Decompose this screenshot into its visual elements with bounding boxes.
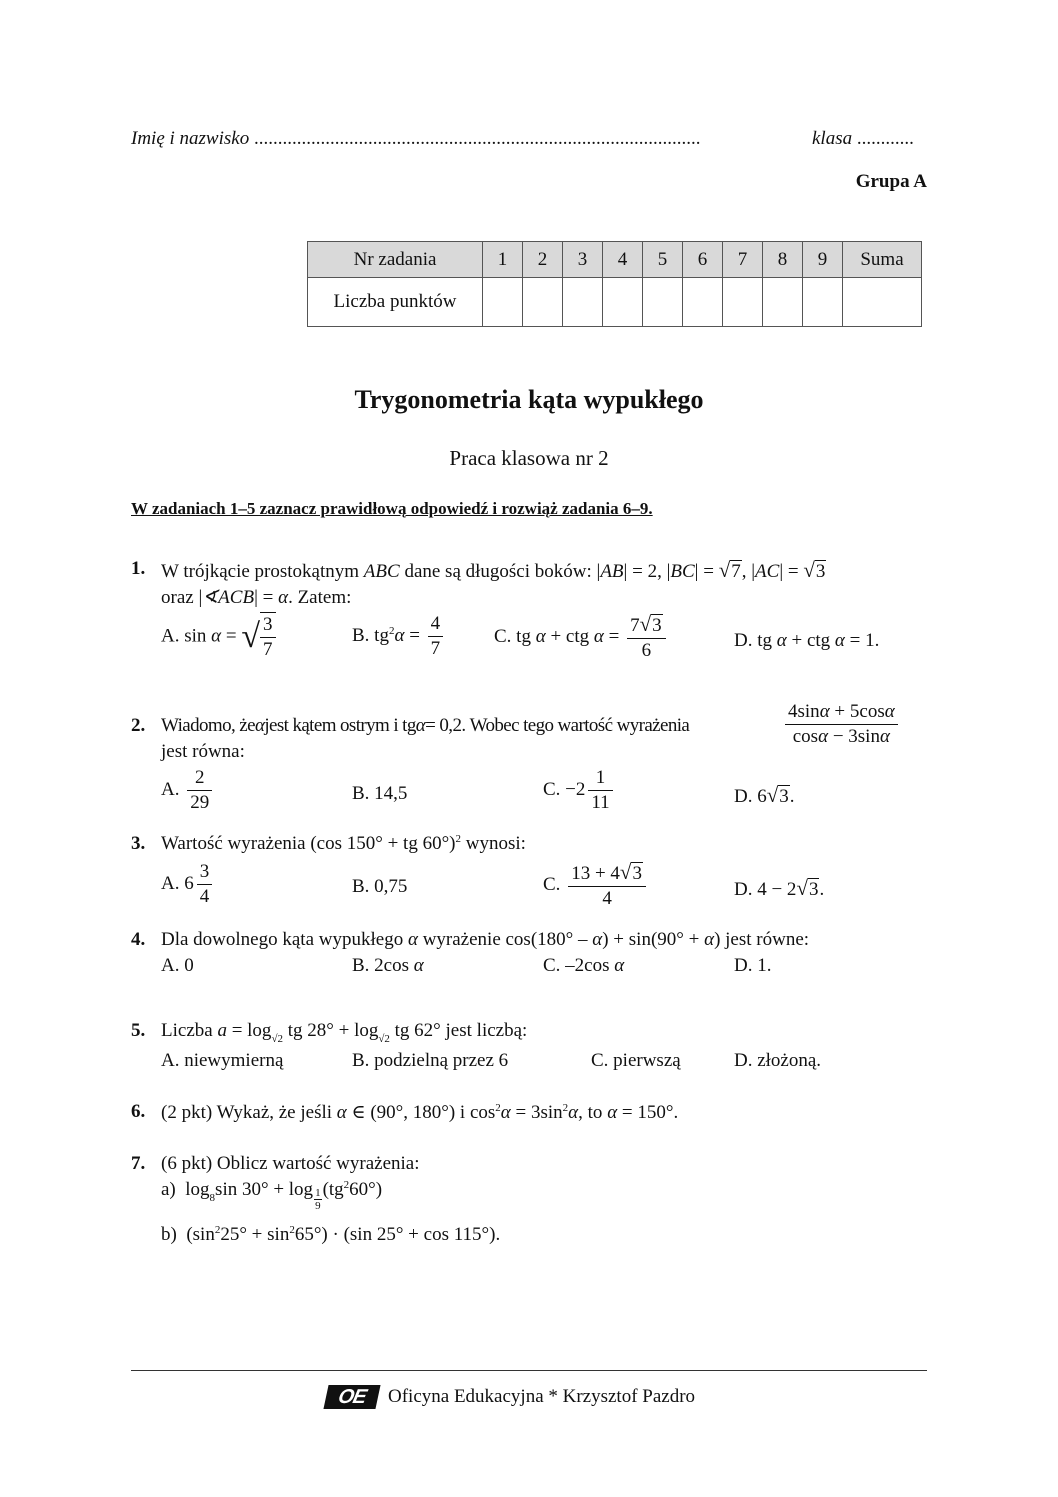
footer-divider: [131, 1370, 927, 1371]
q6-text: = 3sin: [515, 1102, 563, 1123]
q2-expr-frac: [785, 700, 898, 749]
q7-a-base1: 8: [209, 1192, 216, 1204]
q2-den-a: cos: [792, 726, 819, 747]
q1-triangle: ABC: [363, 561, 400, 582]
q2-option-d[interactable]: [734, 783, 795, 808]
q6-line1: [161, 1101, 678, 1124]
q5-number: 5.: [131, 1020, 146, 1041]
alpha-symbol: α: [818, 726, 829, 747]
q4-option-c[interactable]: [543, 955, 624, 977]
q3-sup: 2: [455, 833, 462, 845]
q1-text: | = 2, |: [623, 561, 671, 582]
alpha-symbol: α: [592, 929, 603, 950]
alpha-symbol: α: [394, 624, 405, 646]
q4-number: 4.: [131, 929, 146, 950]
q2-a-label: A.: [161, 778, 180, 800]
q2-den-b: − 3sin: [832, 726, 880, 747]
q1-d-label: D. tg: [734, 630, 772, 651]
q1-a-frac: [260, 612, 276, 662]
q5-option-a[interactable]: A. niewymierną: [161, 1050, 284, 1071]
q2-expr-num: [785, 700, 898, 725]
score-table-col: 2: [523, 242, 563, 278]
q7-b-label: b): [161, 1224, 177, 1245]
q3-c-den: 4: [602, 888, 612, 909]
score-table-col: 4: [603, 242, 643, 278]
class-field-line: [812, 128, 914, 150]
sqrt-symbol: √: [241, 618, 261, 655]
q5-text: Liczba: [161, 1020, 213, 1041]
alpha-symbol: α: [568, 1102, 579, 1123]
q1-d-mid: + ctg: [791, 630, 831, 651]
q1-c-frac: [627, 612, 666, 663]
q7-part-a: [161, 1179, 382, 1212]
q3-c-num-a: 13 + 4: [571, 863, 620, 884]
q2-a-den: 29: [190, 792, 210, 813]
q1-a-label: A. sin: [161, 625, 207, 647]
score-table-col: 8: [763, 242, 803, 278]
q4-line1: [161, 929, 809, 951]
q5-option-b[interactable]: B. podzielną przez 6: [352, 1050, 509, 1071]
q6-text: , to: [578, 1102, 603, 1123]
q2-number: 2.: [131, 715, 146, 736]
alpha-symbol: α: [500, 1102, 511, 1123]
q3-a-label: A. 6: [161, 872, 194, 894]
score-cell[interactable]: [723, 278, 763, 327]
score-cell[interactable]: [523, 278, 563, 327]
score-table-col: 6: [683, 242, 723, 278]
score-table-points-row: [308, 278, 922, 327]
q3-a-den: 4: [199, 886, 210, 907]
q6-sup: 2: [495, 1102, 501, 1114]
q1-c-mid: + ctg: [550, 625, 590, 647]
q7-a-sup: 2: [343, 1179, 350, 1191]
q3-text: wynosi:: [465, 833, 526, 854]
q7-number: 7.: [131, 1153, 146, 1174]
q5-line1: [161, 1020, 527, 1045]
score-table-col: 5: [643, 242, 683, 278]
q5-text: tg 28° + log: [287, 1020, 379, 1041]
q4-option-d[interactable]: D. 1.: [734, 955, 772, 976]
score-cell[interactable]: [603, 278, 643, 327]
q3-option-a[interactable]: [161, 860, 215, 909]
q1-text: , |: [741, 561, 756, 582]
q4-option-a[interactable]: A. 0: [161, 955, 194, 976]
alpha-symbol: α: [415, 715, 426, 736]
score-table-header-row: [308, 242, 922, 278]
q1-option-d[interactable]: [734, 630, 879, 652]
q1-c-den: 6: [641, 640, 652, 661]
score-table-col: 3: [563, 242, 603, 278]
q2-text: jest kątem ostrym i tg: [264, 715, 416, 736]
q4-c-label: C. –2cos: [543, 955, 610, 976]
q7-b-sup: 2: [214, 1224, 221, 1236]
q7-a-base2-num: 1: [315, 1187, 321, 1199]
score-cell[interactable]: [563, 278, 603, 327]
class-label: klasa: [812, 128, 853, 149]
q3-a-num: 3: [197, 860, 213, 885]
publisher-logo: OE: [323, 1385, 380, 1409]
score-cell[interactable]: [763, 278, 803, 327]
q1-text: | =: [779, 561, 799, 582]
page-subtitle: Praca klasowa nr 2: [449, 446, 609, 470]
q3-line1: [161, 833, 526, 855]
score-cell[interactable]: [683, 278, 723, 327]
alpha-symbol: α: [607, 1102, 618, 1123]
alpha-symbol: α: [413, 955, 424, 976]
q7-a-label: a): [161, 1179, 176, 1200]
q2-option-b[interactable]: B. 14,5: [352, 783, 408, 804]
q2-a-frac: [187, 766, 212, 815]
score-cell[interactable]: [803, 278, 843, 327]
q3-d-label: D. 4 − 2: [734, 879, 797, 900]
q1-b-label: B. tg: [352, 624, 389, 646]
q7-a-end: (tg: [322, 1179, 344, 1200]
q1-c-label: C. tg: [494, 625, 531, 647]
q5-text: = log: [231, 1020, 272, 1041]
q1-option-a[interactable]: [161, 612, 279, 662]
q1-b-eq: =: [409, 624, 420, 646]
q1-text: W trójkącie prostokątnym: [161, 561, 360, 582]
score-cell[interactable]: [643, 278, 683, 327]
score-table-col: 1: [483, 242, 523, 278]
q3-d-end: .: [819, 879, 825, 900]
q2-d-end: .: [789, 786, 795, 807]
score-table-col: 7: [723, 242, 763, 278]
q2-line2: jest równa:: [161, 741, 245, 762]
q3-c-sqrt: √3: [619, 860, 642, 884]
q1-line2: [161, 586, 351, 609]
q4-option-b[interactable]: [352, 955, 424, 977]
name-label: Imię i nazwisko: [131, 128, 250, 149]
q1-angle: ∢ACB: [202, 587, 255, 608]
q7-line1: (6 pkt) Oblicz wartość wyrażenia:: [161, 1153, 420, 1174]
score-table: [307, 241, 922, 327]
q2-c-frac: [588, 766, 612, 815]
q7-a-log: log: [185, 1179, 210, 1200]
alpha-symbol: α: [407, 929, 418, 950]
class-dots: ............: [856, 128, 914, 149]
q1-b-frac: [428, 612, 444, 661]
q2-num-a: 4sin: [788, 701, 820, 722]
q2-a-num: 2: [187, 766, 212, 791]
q2-option-a[interactable]: [161, 766, 215, 815]
alpha-symbol: α: [593, 625, 604, 647]
q7-a-mid: sin 30° + log: [215, 1179, 314, 1200]
alpha-symbol: α: [535, 625, 546, 647]
q7-part-b: [161, 1224, 500, 1246]
q1-b-sup: 2: [388, 624, 395, 637]
q3-option-d[interactable]: [734, 876, 824, 901]
q1-number: 1.: [131, 558, 146, 579]
q6-sup: 2: [562, 1102, 569, 1114]
q1-d-eq: = 1.: [849, 630, 880, 651]
page-title: Trygonometria kąta wypukłego: [354, 385, 704, 414]
q2-num-b: + 5cos: [834, 701, 885, 722]
alpha-symbol: α: [704, 929, 715, 950]
alpha-symbol: α: [254, 715, 265, 736]
alpha-symbol: α: [879, 726, 890, 747]
q3-option-b[interactable]: B. 0,75: [352, 876, 408, 897]
alpha-symbol: α: [819, 701, 830, 722]
q5-base1: √2: [271, 1033, 283, 1045]
score-table-col: 9: [803, 242, 843, 278]
q1-b-den: 7: [430, 638, 441, 659]
q7-b-text: (sin: [186, 1224, 215, 1245]
q5-option-d[interactable]: D. złożoną.: [734, 1050, 822, 1071]
q3-a-frac: [197, 860, 213, 909]
q2-expression: [782, 700, 901, 749]
alpha-symbol: α: [211, 625, 222, 647]
q6-text: ∈ (90°, 180°) i cos: [351, 1102, 496, 1123]
q3-c-label: C.: [543, 873, 561, 895]
alpha-symbol: α: [278, 587, 289, 608]
q3-c-num: [568, 860, 646, 887]
q1-a-den: 7: [263, 639, 273, 660]
q1-side-bc: BC: [670, 561, 695, 582]
name-field-line: [131, 128, 700, 150]
q1-a-num: 3: [260, 613, 276, 638]
footer-publisher: Oficyna Edukacyjna * Krzysztof Pazdro: [388, 1386, 696, 1407]
q1-sqrt3: √3: [803, 558, 826, 582]
q5-variable: a: [217, 1020, 227, 1041]
q1-sqrt7-arg: 7: [731, 561, 741, 582]
q4-text: ) + sin(90° +: [602, 929, 700, 950]
q2-d-label: D. 6: [734, 786, 767, 807]
score-table-row1-label: Nr zadania: [308, 242, 483, 278]
q1-sqrt7: √7: [718, 558, 741, 582]
q7-b-text: 25° + sin: [220, 1224, 290, 1245]
q6-text: (2 pkt) Wykaż, że jeśli: [161, 1102, 333, 1123]
q2-option-c[interactable]: [543, 766, 616, 815]
q2-c-den: 11: [591, 792, 610, 813]
q7-b-text: 65°) · (sin 25° + cos 115°).: [294, 1224, 501, 1245]
q1-text: dane są długości boków: |: [404, 561, 601, 582]
q4-text: Dla dowolnego kąta wypukłego: [161, 929, 404, 950]
q3-d-rad: 3: [808, 879, 819, 900]
q1-c-eq: =: [608, 625, 620, 647]
q6-text: = 150°.: [621, 1102, 679, 1123]
q5-option-c[interactable]: C. pierwszą: [591, 1050, 681, 1071]
q1-text: . Zatem:: [288, 587, 352, 608]
alpha-symbol: α: [614, 955, 625, 976]
name-dots: ..............................................................................................: [253, 128, 701, 149]
q1-text: | =: [254, 587, 274, 608]
q2-line1: [161, 715, 689, 737]
q1-text: | =: [694, 561, 714, 582]
q2-c-num: 1: [588, 766, 612, 791]
alpha-symbol: α: [834, 630, 845, 651]
q3-d-sqrt: √3: [796, 876, 819, 900]
q3-c-rad: 3: [632, 863, 642, 884]
q7-a-base2: [314, 1187, 322, 1212]
q3-option-c[interactable]: [543, 860, 649, 911]
q2-text: Wiadomo, że: [161, 715, 255, 736]
q2-d-rad: 3: [779, 786, 789, 807]
q1-c-rad: 3: [652, 615, 662, 636]
q1-c-coef: 7: [630, 615, 640, 636]
q1-option-c[interactable]: [494, 612, 669, 663]
score-table-row2-label: Liczba punktów: [308, 278, 483, 327]
score-cell[interactable]: [483, 278, 523, 327]
q1-side-ac: AC: [755, 561, 780, 582]
q2-text: = 0,2. Wobec tego wartość wyrażenia: [425, 715, 690, 736]
q1-c-sqrt: √3: [639, 612, 662, 636]
alpha-symbol: α: [336, 1102, 347, 1123]
q2-c-label: C. −2: [543, 778, 586, 800]
q1-text: oraz |: [161, 587, 203, 608]
q1-sqrt3-arg: 3: [815, 561, 826, 582]
instruction: W zadaniach 1–5 zaznacz prawidłową odpowiedź i rozwiąż zadania 6–9.: [131, 499, 653, 518]
q4-text: wyrażenie cos(180° –: [422, 929, 588, 950]
q1-a-eq: =: [225, 625, 237, 647]
q7-b-sup: 2: [289, 1224, 295, 1236]
q5-base2: √2: [378, 1033, 390, 1045]
alpha-symbol: α: [884, 701, 895, 722]
q3-number: 3.: [131, 833, 146, 854]
q4-b-label: B. 2cos: [352, 955, 409, 976]
q3-text: Wartość wyrażenia (cos 150° + tg 60°): [161, 833, 456, 854]
q1-c-num: [627, 612, 666, 639]
q2-expr-den: [785, 725, 898, 749]
q1-option-b[interactable]: [352, 612, 446, 661]
q3-c-frac: [568, 860, 646, 911]
q1-b-num: 4: [428, 612, 444, 637]
q5-text: tg 62° jest liczbą:: [394, 1020, 528, 1041]
q6-number: 6.: [131, 1101, 146, 1122]
alpha-symbol: α: [776, 630, 787, 651]
q1-side-ab: AB: [600, 561, 624, 582]
q1-line1: [161, 558, 826, 583]
q4-text: ) jest równe:: [714, 929, 810, 950]
q2-d-sqrt: √3: [766, 783, 789, 807]
group-label: Grupa A: [855, 171, 927, 192]
q7-a-end2: 60°): [349, 1179, 383, 1200]
score-table-col-sum: Suma: [843, 242, 922, 278]
score-cell-sum[interactable]: [843, 278, 922, 327]
q7-a-base2-den: 9: [315, 1200, 321, 1212]
